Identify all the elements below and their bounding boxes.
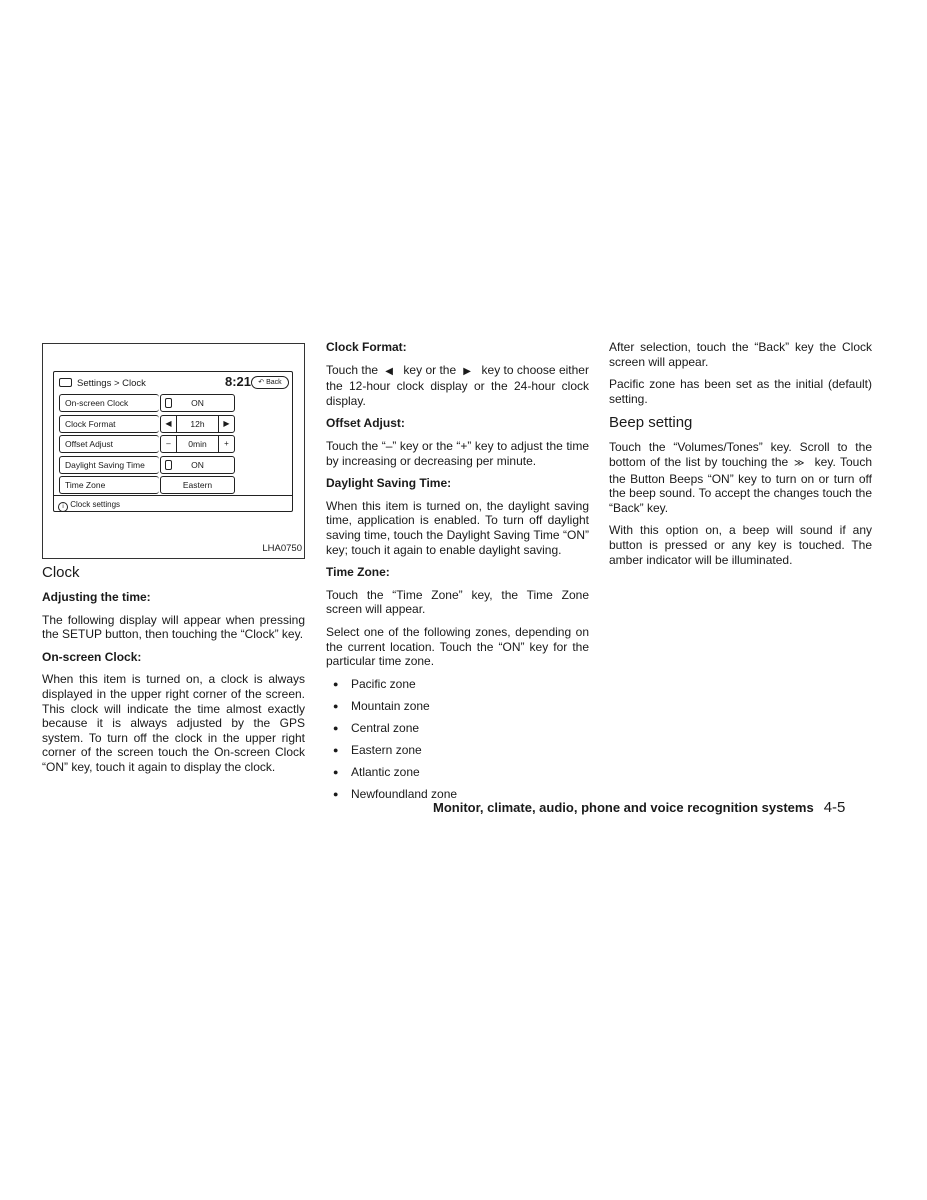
list-item: ● Pacific zone — [326, 677, 589, 692]
offset-stepper — [160, 435, 235, 453]
paragraph-pacific-default: Pacific zone has been set as the initial (default) setting. — [609, 377, 872, 406]
back-arrow-icon: ↶ — [258, 379, 265, 386]
info-icon: i — [58, 502, 68, 512]
row-clock-format — [59, 415, 235, 433]
heading-offset-adjust: Offset Adjust: — [326, 416, 405, 431]
list-item: ● Newfoundland zone — [326, 787, 589, 802]
section-title-clock: Clock — [42, 564, 80, 581]
toggle-value: ON — [191, 459, 204, 470]
checkbox-icon — [165, 398, 172, 408]
menu-icon — [59, 378, 72, 387]
heading-clock-format: Clock Format: — [326, 340, 407, 354]
page-footer — [433, 799, 845, 816]
page-number: 4-5 — [823, 799, 846, 816]
onscreen-clock-toggle — [160, 394, 235, 412]
row-label: Daylight Saving Time — [59, 456, 159, 474]
settings-screen — [53, 371, 293, 512]
footer-title: Monitor, climate, audio, phone and voice recognition systems — [433, 800, 814, 815]
heading-onscreen-clock: On-screen Clock: — [42, 649, 142, 664]
paragraph-beep-2: With this option on, a beep will sound if any button is pressed or any key is touched. The amber indicator will be illuminated. — [609, 523, 872, 567]
clock-format-selector — [160, 415, 235, 433]
zone-list — [326, 677, 589, 802]
heading-daylight-saving: Daylight Saving Time: — [326, 476, 452, 491]
list-item: ● Mountain zone — [326, 699, 589, 714]
column-2 — [326, 340, 589, 809]
paragraph-after-selection: After selection, touch the “Back” key the Clock screen will appear. — [609, 340, 872, 369]
back-label: Back — [266, 379, 282, 386]
row-daylight-saving — [59, 456, 235, 474]
list-item: ● Central zone — [326, 721, 589, 736]
text-fragment: key or the — [403, 362, 457, 377]
column-1 — [42, 340, 305, 783]
screen-title-text: Settings > Clock — [77, 378, 146, 389]
paragraph-onscreen-clock: When this item is turned on, a clock is always displayed in the upper right corner of the screen. This clock will indicate the time almost exactly because it is always adjusted by the GPS system. To turn off the clock in the upper right corner of the screen touch the On-screen Clock “ON” key, touch it again to display the clock. — [42, 672, 305, 774]
row-label: Time Zone — [59, 476, 159, 494]
paragraph-offset-adjust: Touch the “–” key or the “+” key to adjust the time by increasing or decreasing per minute. — [326, 438, 589, 468]
column-3 — [609, 340, 872, 575]
figure-code: LHA0750 — [262, 543, 302, 555]
heading-adjusting-time: Adjusting the time: — [42, 590, 151, 604]
right-triangle-icon: ▶ — [463, 365, 471, 377]
offset-value: 0min — [188, 439, 207, 449]
paragraph-time-zone-2: Select one of the following zones, depending on the current location. Touch the “ON” key for the particular time zone. — [326, 624, 589, 669]
paragraph-beep-1 — [609, 440, 872, 515]
heading-time-zone: Time Zone: — [326, 565, 390, 580]
double-chevron-down-icon: ≫ — [794, 457, 805, 469]
paragraph-clock-format — [326, 363, 589, 409]
minus-icon: – — [161, 436, 177, 452]
plus-icon: + — [218, 436, 234, 452]
back-button — [251, 376, 289, 389]
text-fragment: Touch the — [326, 362, 379, 377]
left-arrow-icon: ◀ — [161, 416, 177, 432]
toggle-value: ON — [191, 398, 204, 408]
clock-settings-figure — [42, 343, 305, 559]
screen-footer — [54, 495, 292, 512]
right-arrow-icon: ▶ — [218, 416, 234, 432]
list-item: ● Eastern zone — [326, 743, 589, 758]
text-fragment: key. Touch the Button Beeps “ON” key to turn on or turn off the beep sound. To accept the changes touch the “Back” key. — [609, 454, 872, 515]
paragraph-adjusting-time: The following display will appear when pressing the SETUP button, then touching the “Clock” key. — [42, 612, 305, 642]
left-triangle-icon: ◀ — [385, 365, 393, 377]
row-offset-adjust — [59, 435, 235, 453]
text-fragment: key to choose either the 12-hour clock display or the 24-hour clock display. — [326, 362, 589, 408]
checkbox-icon — [165, 460, 172, 470]
daylight-saving-toggle — [160, 456, 235, 474]
text-fragment: Touch the “Volumes/Tones” key. Scroll to the bottom of the list by touching the — [609, 440, 872, 469]
row-onscreen-clock — [59, 394, 235, 412]
list-item: ● Atlantic zone — [326, 765, 589, 780]
row-label: Clock Format — [59, 415, 159, 433]
screen-title — [59, 377, 146, 392]
paragraph-time-zone-1: Touch the “Time Zone” key, the Time Zone screen will appear. — [326, 587, 589, 617]
clock-time: 8:21 — [225, 374, 252, 389]
paragraph-daylight-saving: When this item is turned on, the daylight saving time, application is enabled. To turn off daylight saving time, touch the Daylight Saving Time “ON” key; touch it again to enable daylight saving. — [326, 498, 589, 557]
format-value: 12h — [190, 418, 205, 429]
time-zone-button: Eastern — [160, 476, 235, 494]
section-title-beep: Beep setting — [609, 414, 693, 432]
footer-text: Clock settings — [70, 500, 121, 509]
row-time-zone — [59, 476, 235, 494]
row-label: On-screen Clock — [59, 394, 159, 412]
row-label: Offset Adjust — [59, 435, 159, 453]
